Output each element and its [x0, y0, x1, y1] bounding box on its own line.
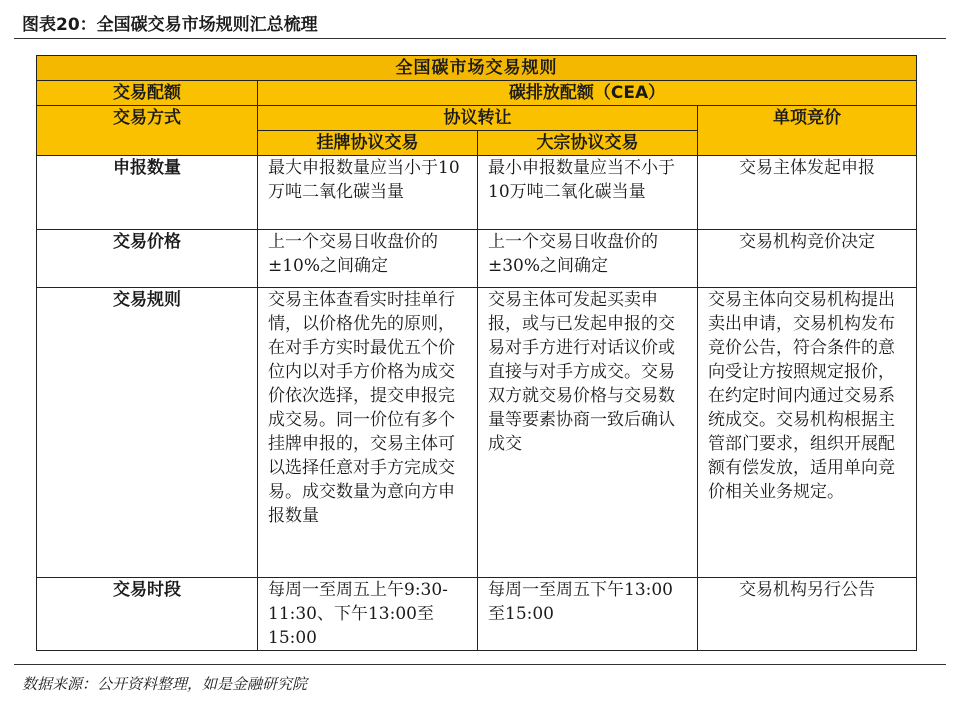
- table-row: [37, 156, 917, 230]
- auction-cell: 交易主体向交易机构提出卖出申请，交易机构发布竞价公告，符合条件的意向受让方按照规定报价，在约定时间内通过交易系统成交。交易机构根据主管部门要求，组织开展配额有偿发放，适用单向竞价相关业务规定。: [698, 288, 917, 578]
- listing-cell: 每周一至周五上午9:30-11:30、下午13:00至15:00: [258, 578, 478, 651]
- row-label: 交易价格: [37, 230, 258, 288]
- method-auction: 单项竞价: [698, 106, 917, 156]
- source-note: 数据来源：公开资料整理，如是金融研究院: [22, 675, 308, 693]
- block-cell: 每周一至周五下午13:00至15:00: [478, 578, 698, 651]
- method-listing: 挂牌协议交易: [258, 131, 478, 156]
- auction-cell: 交易机构另行公告: [698, 578, 917, 651]
- bottom-divider: [14, 664, 946, 665]
- block-cell: 最小申报数量应当不小于10万吨二氧化碳当量: [478, 156, 698, 230]
- product-value: 碳排放配额（CEA）: [258, 81, 917, 106]
- method-label: 交易方式: [37, 106, 258, 156]
- auction-cell: 交易机构竞价决定: [698, 230, 917, 288]
- table-row: [37, 288, 917, 578]
- row-label: 申报数量: [37, 156, 258, 230]
- table-row: [37, 578, 917, 651]
- figure-title: 图表20：全国碳交易市场规则汇总梳理: [22, 15, 318, 35]
- carbon-market-rules-table: [36, 55, 917, 651]
- auction-cell: 交易主体发起申报: [698, 156, 917, 230]
- product-label: 交易配额: [37, 81, 258, 106]
- listing-cell: 交易主体查看实时挂单行情，以价格优先的原则，在对手方实时最优五个价位内以对手方价格为成交价依次选择，提交申报完成交易。同一价位有多个挂牌申报的，交易主体可以选择任意对手方完成交易。成交数量为意向方申报数量: [258, 288, 478, 578]
- listing-cell: 上一个交易日收盘价的±10%之间确定: [258, 230, 478, 288]
- table-title: 全国碳市场交易规则: [37, 56, 917, 81]
- block-cell: 交易主体可发起买卖申报，或与已发起申报的交易对手方进行对话议价或直接与对手方成交。交易双方就交易价格与交易数量等要素协商一致后确认成交: [478, 288, 698, 578]
- top-divider: [14, 38, 946, 39]
- listing-cell: 最大申报数量应当小于10万吨二氧化碳当量: [258, 156, 478, 230]
- row-label: 交易时段: [37, 578, 258, 651]
- method-block: 大宗协议交易: [478, 131, 698, 156]
- table-row: [37, 230, 917, 288]
- row-label: 交易规则: [37, 288, 258, 578]
- method-group: 协议转让: [258, 106, 698, 131]
- block-cell: 上一个交易日收盘价的±30%之间确定: [478, 230, 698, 288]
